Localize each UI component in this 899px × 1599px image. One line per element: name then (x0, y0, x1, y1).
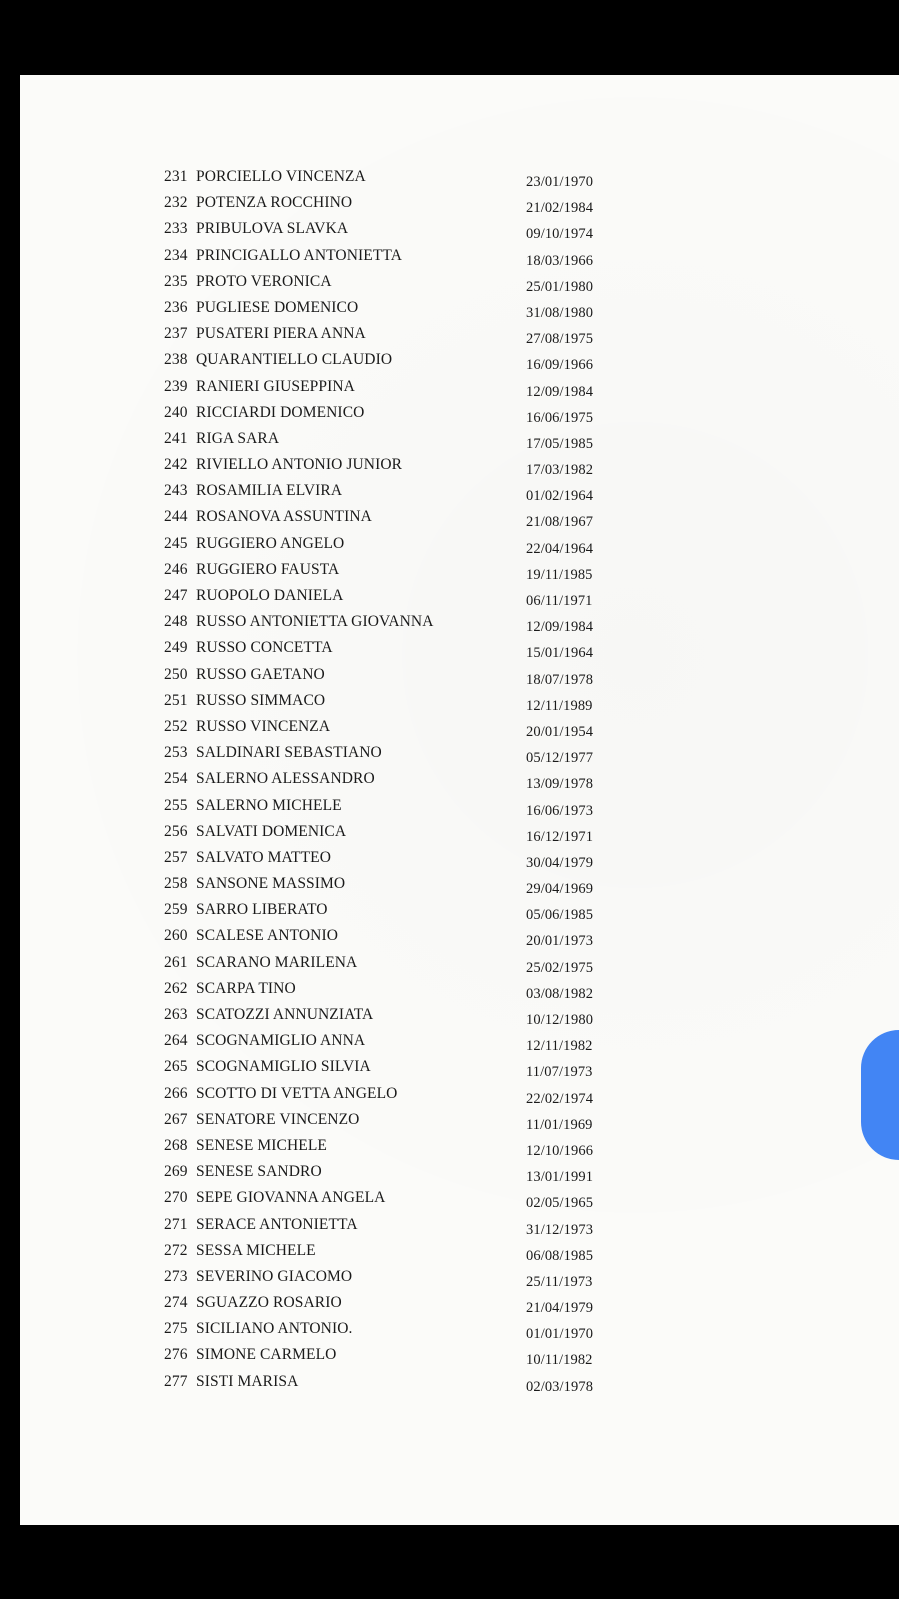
entry-name: RUGGIERO FAUSTA (196, 560, 340, 578)
list-item (20, 980, 899, 1006)
entry-name: SEPE GIOVANNA ANGELA (196, 1189, 386, 1207)
list-item (20, 1346, 899, 1372)
entry-date: 05/12/1977 (526, 750, 594, 767)
list-item (20, 168, 899, 194)
entry-date: 01/01/1970 (526, 1326, 594, 1343)
list-item (20, 875, 899, 901)
entry-name: SICILIANO ANTONIO. (196, 1320, 353, 1338)
list-item (20, 613, 899, 639)
scroll-handle[interactable] (861, 1030, 899, 1160)
top-bar (0, 0, 899, 75)
list-item (20, 482, 899, 508)
entry-date: 21/08/1967 (526, 514, 594, 531)
list-item (20, 1242, 899, 1268)
entry-date: 18/03/1966 (526, 252, 594, 269)
list-item (20, 1163, 899, 1189)
entry-number: 248 (164, 613, 188, 631)
entry-date: 06/11/1971 (526, 593, 593, 609)
list-item (20, 508, 899, 534)
entry-number: 257 (164, 848, 188, 866)
list-item (20, 718, 899, 744)
entry-number: 261 (164, 953, 188, 971)
entry-number: 247 (164, 587, 188, 604)
entry-name: SCOGNAMIGLIO SILVIA (196, 1058, 371, 1076)
entry-name: RICCIARDI DOMENICO (196, 403, 365, 421)
list-item (20, 927, 899, 953)
entry-name: ROSAMILIA ELVIRA (196, 482, 343, 500)
entry-number: 260 (164, 927, 188, 945)
entry-number: 234 (164, 246, 188, 264)
list-item (20, 220, 899, 246)
list-item (20, 247, 899, 273)
entry-name: SISTI MARISA (196, 1372, 299, 1390)
list-item (20, 404, 899, 430)
entry-number: 268 (164, 1136, 188, 1154)
entry-date: 01/02/1964 (526, 488, 594, 505)
entry-number: 244 (164, 508, 188, 526)
entry-date: 10/11/1982 (526, 1352, 593, 1369)
entry-name: ROSANOVA ASSUNTINA (196, 508, 372, 526)
entry-name: SARRO LIBERATO (196, 901, 328, 919)
entry-number: 232 (164, 194, 188, 212)
entry-date: 16/06/1973 (526, 802, 594, 819)
entry-number: 238 (164, 351, 188, 369)
entry-number: 237 (164, 325, 188, 343)
entry-name: RUGGIERO ANGELO (196, 534, 345, 552)
list-item (20, 1085, 899, 1111)
list-item (20, 823, 899, 849)
list-item (20, 561, 899, 587)
bottom-bar (0, 1525, 899, 1599)
list-item (20, 901, 899, 927)
entry-name: PUGLIESE DOMENICO (196, 298, 359, 316)
entry-number: 277 (164, 1372, 188, 1390)
entry-number: 267 (164, 1110, 188, 1128)
entry-name: RUSSO CONCETTA (196, 639, 333, 657)
entry-name: PORCIELLO VINCENZA (196, 168, 366, 185)
entry-number: 271 (164, 1215, 188, 1233)
entry-number: 273 (164, 1267, 188, 1285)
entry-number: 269 (164, 1163, 188, 1181)
entry-date: 10/12/1980 (526, 1012, 594, 1028)
list-item (20, 378, 899, 404)
entry-name: SCARPA TINO (196, 979, 296, 997)
entry-number: 256 (164, 822, 188, 840)
entry-name: SCARANO MARILENA (196, 953, 358, 971)
entry-date: 13/09/1978 (526, 776, 594, 793)
entry-number: 252 (164, 717, 188, 735)
list-item (20, 639, 899, 665)
entry-date: 11/07/1973 (526, 1064, 593, 1081)
entry-date: 11/01/1969 (526, 1116, 593, 1133)
entry-name: SEVERINO GIACOMO (196, 1267, 353, 1285)
entry-date: 13/01/1991 (526, 1169, 594, 1186)
entry-number: 240 (164, 403, 188, 421)
list-item (20, 325, 899, 351)
list-item (20, 273, 899, 299)
entry-date: 31/12/1973 (526, 1221, 594, 1238)
entry-number: 250 (164, 665, 188, 683)
entry-date: 23/01/1970 (526, 174, 594, 190)
list-item (20, 1111, 899, 1137)
entry-number: 272 (164, 1241, 188, 1259)
entry-date: 17/05/1985 (526, 435, 594, 452)
entry-name: QUARANTIELLO CLAUDIO (196, 351, 393, 369)
list-item (20, 1189, 899, 1215)
entry-date: 05/06/1985 (526, 907, 594, 924)
entry-name: RIGA SARA (196, 429, 280, 447)
entry-name: SCOGNAMIGLIO ANNA (196, 1032, 366, 1050)
list-item (20, 456, 899, 482)
entry-date: 29/04/1969 (526, 881, 594, 898)
entry-name: SENESE SANDRO (196, 1163, 322, 1181)
entry-date: 22/04/1964 (526, 540, 594, 557)
list-item (20, 1373, 899, 1399)
entry-date: 09/10/1974 (526, 226, 594, 243)
entry-name: SGUAZZO ROSARIO (196, 1294, 342, 1312)
entry-name: SCOTTO DI VETTA ANGELO (196, 1084, 398, 1102)
entry-number: 262 (164, 979, 188, 997)
entry-date: 15/01/1964 (526, 645, 594, 662)
entry-number: 231 (164, 168, 188, 185)
entry-date: 27/08/1975 (526, 331, 594, 348)
entry-date: 03/08/1982 (526, 985, 594, 1002)
entry-name: RIVIELLO ANTONIO JUNIOR (196, 456, 403, 474)
entry-number: 258 (164, 875, 188, 893)
entry-name: PRINCIGALLO ANTONIETTA (196, 246, 403, 264)
list-item (20, 797, 899, 823)
entry-number: 249 (164, 639, 188, 657)
list-item (20, 351, 899, 377)
entry-date: 20/01/1973 (526, 933, 594, 950)
entry-number: 245 (164, 534, 188, 552)
entry-number: 254 (164, 770, 188, 788)
entry-date: 06/08/1985 (526, 1247, 594, 1264)
entry-date: 18/07/1978 (526, 671, 594, 688)
entry-name: PUSATERI PIERA ANNA (196, 325, 366, 343)
entry-date: 12/09/1984 (526, 619, 594, 636)
list-item (20, 194, 899, 220)
list-item (20, 1294, 899, 1320)
entry-name: SANSONE MASSIMO (196, 875, 346, 893)
entry-date: 21/04/1979 (526, 1300, 594, 1317)
entry-number: 239 (164, 377, 188, 395)
entry-name: RANIERI GIUSEPPINA (196, 377, 355, 395)
list-item (20, 849, 899, 875)
entry-name: SALERNO ALESSANDRO (196, 770, 375, 788)
entry-number: 274 (164, 1294, 188, 1312)
entry-number: 259 (164, 901, 188, 919)
list-item (20, 744, 899, 770)
list-item (20, 1006, 899, 1032)
entry-date: 02/05/1965 (526, 1195, 594, 1212)
entry-name: RUSSO GAETANO (196, 665, 325, 683)
entry-name: RUSSO VINCENZA (196, 717, 331, 735)
list-item (20, 535, 899, 561)
list-item (20, 299, 899, 325)
entry-number: 236 (164, 298, 188, 316)
list-item (20, 587, 899, 613)
entry-name: RUSSO SIMMACO (196, 691, 326, 709)
entry-date: 16/06/1975 (526, 409, 594, 426)
list-item (20, 1268, 899, 1294)
entry-date: 31/08/1980 (526, 304, 594, 321)
entry-name: SCALESE ANTONIO (196, 927, 339, 945)
entry-number: 276 (164, 1346, 188, 1364)
entry-number: 241 (164, 429, 188, 447)
entry-name: SENESE MICHELE (196, 1136, 327, 1154)
entry-name: SALVATO MATTEO (196, 848, 332, 866)
names-list (20, 168, 899, 1399)
list-item (20, 1137, 899, 1163)
entry-name: PROTO VERONICA (196, 272, 332, 290)
entry-date: 12/10/1966 (526, 1142, 594, 1159)
entry-date: 16/12/1971 (526, 828, 594, 845)
entry-name: POTENZA ROCCHINO (196, 194, 353, 212)
entry-date: 22/02/1974 (526, 1090, 594, 1107)
entry-name: SERACE ANTONIETTA (196, 1215, 358, 1233)
entry-number: 270 (164, 1189, 188, 1207)
list-item (20, 692, 899, 718)
entry-date: 16/09/1966 (526, 357, 594, 374)
entry-name: SESSA MICHELE (196, 1241, 316, 1259)
entry-number: 243 (164, 482, 188, 500)
entry-date: 20/01/1954 (526, 723, 594, 740)
entry-number: 253 (164, 744, 188, 762)
entry-number: 265 (164, 1058, 188, 1076)
entry-name: SALDINARI SEBASTIANO (196, 744, 382, 762)
entry-number: 246 (164, 560, 188, 578)
entry-name: SALVATI DOMENICA (196, 822, 347, 840)
entry-date: 12/09/1984 (526, 383, 594, 400)
entry-date: 12/11/1989 (526, 697, 593, 714)
entry-number: 263 (164, 1006, 188, 1023)
entry-number: 255 (164, 796, 188, 814)
list-item (20, 666, 899, 692)
entry-date: 02/03/1978 (526, 1378, 594, 1395)
list-item (20, 1320, 899, 1346)
entry-date: 25/11/1973 (526, 1273, 593, 1290)
entry-number: 251 (164, 691, 188, 709)
entry-name: RUOPOLO DANIELA (196, 587, 344, 604)
entry-name: SCATOZZI ANNUNZIATA (196, 1006, 374, 1023)
entry-name: RUSSO ANTONIETTA GIOVANNA (196, 613, 434, 631)
scanned-page[interactable] (20, 75, 899, 1525)
entry-name: SENATORE VINCENZO (196, 1110, 360, 1128)
entry-date: 19/11/1985 (526, 566, 593, 583)
list-item (20, 954, 899, 980)
list-item (20, 1216, 899, 1242)
list-item (20, 1058, 899, 1084)
list-item (20, 1032, 899, 1058)
entry-name: SALERNO MICHELE (196, 796, 342, 814)
entry-name: SIMONE CARMELO (196, 1346, 337, 1364)
entry-number: 242 (164, 456, 188, 474)
list-item (20, 770, 899, 796)
entry-date: 30/04/1979 (526, 854, 594, 871)
entry-date: 25/01/1980 (526, 278, 594, 295)
entry-number: 275 (164, 1320, 188, 1338)
entry-date: 12/11/1982 (526, 1038, 593, 1055)
entry-number: 235 (164, 272, 188, 290)
entry-number: 266 (164, 1084, 188, 1102)
entry-number: 264 (164, 1032, 188, 1050)
entry-date: 25/02/1975 (526, 959, 594, 976)
entry-number: 233 (164, 220, 188, 238)
entry-date: 17/03/1982 (526, 462, 594, 479)
entry-name: PRIBULOVA SLAVKA (196, 220, 349, 238)
entry-date: 21/02/1984 (526, 200, 594, 217)
list-item (20, 430, 899, 456)
